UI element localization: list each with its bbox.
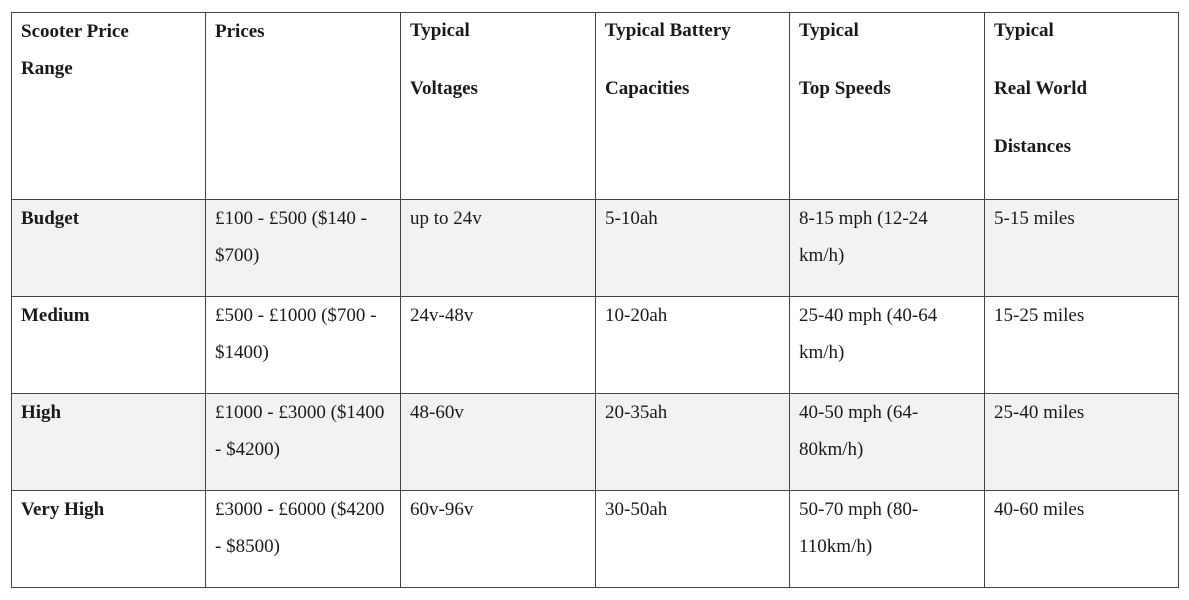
header-line: Top Speeds xyxy=(799,78,891,99)
header-line: Prices xyxy=(215,21,265,42)
header-typical-real-world-distances xyxy=(985,13,1179,200)
header-scooter-price-range xyxy=(12,13,206,200)
table-row xyxy=(12,297,1179,394)
header-line: Typical Battery xyxy=(605,20,731,41)
cell-distances: 40-60 miles xyxy=(985,491,1179,588)
header-prices xyxy=(206,13,401,200)
header-text-block xyxy=(994,13,1169,177)
cell-speeds: 25-40 mph (40-64 km/h) xyxy=(790,297,985,394)
table-row xyxy=(12,491,1179,588)
cell-prices: £3000 - £6000 ($4200 - $8500) xyxy=(206,491,401,588)
header-line: Real World xyxy=(994,78,1088,99)
cell-prices: £1000 - £3000 ($1400 - $4200) xyxy=(206,394,401,491)
cell-capacities: 30-50ah xyxy=(596,491,790,588)
cell-speeds: 50-70 mph (80-110km/h) xyxy=(790,491,985,588)
header-text-block xyxy=(799,13,975,119)
cell-range: Very High xyxy=(12,491,206,588)
cell-distances: 15-25 miles xyxy=(985,297,1179,394)
header-line: Typical xyxy=(799,20,859,41)
header-line: Scooter Price xyxy=(21,21,129,42)
header-line: Capacities xyxy=(605,78,690,99)
cell-range: Medium xyxy=(12,297,206,394)
cell-capacities: 5-10ah xyxy=(596,200,790,297)
header-line: Typical xyxy=(994,20,1054,41)
header-line: Typical xyxy=(410,20,470,41)
header-line: Range xyxy=(21,58,73,79)
cell-capacities: 10-20ah xyxy=(596,297,790,394)
table-row xyxy=(12,394,1179,491)
header-text-block xyxy=(410,13,586,119)
cell-speeds: 8-15 mph (12-24 km/h) xyxy=(790,200,985,297)
cell-voltages: up to 24v xyxy=(401,200,596,297)
header-typical-top-speeds xyxy=(790,13,985,200)
scooter-price-table xyxy=(11,12,1179,588)
header-typical-battery-capacities xyxy=(596,13,790,200)
header-line: Voltages xyxy=(410,78,478,99)
cell-prices: £100 - £500 ($140 - $700) xyxy=(206,200,401,297)
table-header-row xyxy=(12,13,1179,200)
cell-voltages: 24v-48v xyxy=(401,297,596,394)
cell-range: High xyxy=(12,394,206,491)
cell-speeds: 40-50 mph (64-80km/h) xyxy=(790,394,985,491)
header-line: Distances xyxy=(994,136,1072,157)
cell-distances: 25-40 miles xyxy=(985,394,1179,491)
cell-range: Budget xyxy=(12,200,206,297)
cell-voltages: 48-60v xyxy=(401,394,596,491)
header-typical-voltages xyxy=(401,13,596,200)
cell-capacities: 20-35ah xyxy=(596,394,790,491)
table-row xyxy=(12,200,1179,297)
header-text-block xyxy=(605,13,780,119)
cell-distances: 5-15 miles xyxy=(985,200,1179,297)
cell-prices: £500 - £1000 ($700 - $1400) xyxy=(206,297,401,394)
cell-voltages: 60v-96v xyxy=(401,491,596,588)
